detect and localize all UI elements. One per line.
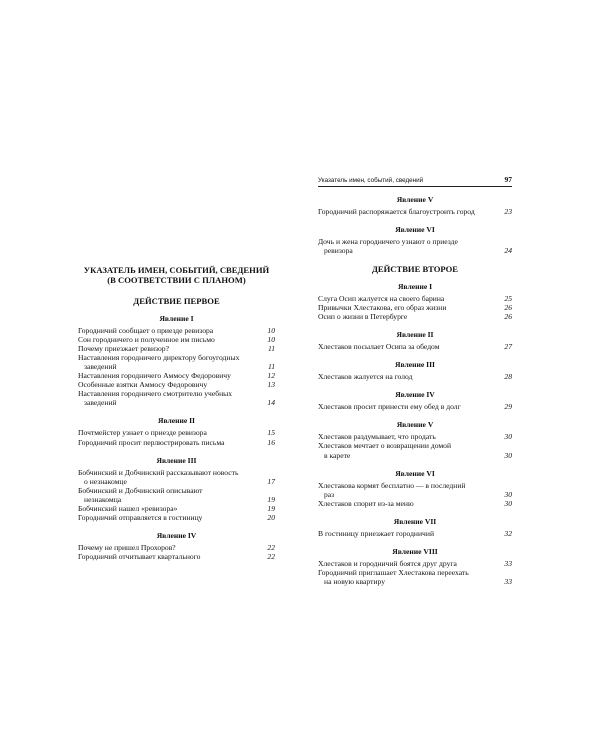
entry-page-number: 22 <box>267 552 275 562</box>
scene-section <box>318 517 512 538</box>
entry-text <box>318 237 498 255</box>
entry-text <box>78 552 261 561</box>
index-entry <box>78 486 275 504</box>
entry-page-number: 17 <box>267 476 275 486</box>
entry-line: Бобчинский и Добчинский описывают <box>78 485 203 495</box>
index-entry <box>318 568 512 586</box>
entry-page-number: 10 <box>267 325 275 335</box>
entry-page-number: 22 <box>267 543 275 553</box>
entry-text <box>318 568 498 586</box>
scene-section <box>318 469 512 508</box>
entry-line: в карете <box>324 450 351 460</box>
entry-page-number: 13 <box>267 380 275 390</box>
scene-section <box>78 456 275 523</box>
scene-section <box>78 416 275 446</box>
entry-text <box>318 303 498 312</box>
entry-page-number: 24 <box>504 245 512 255</box>
entry-text <box>318 441 498 459</box>
index-entry <box>78 326 275 335</box>
entry-page-number: 26 <box>504 302 512 312</box>
entry-text <box>318 499 498 508</box>
entry-line: Хлестаков и городничий боятся друг друга <box>318 559 457 568</box>
index-entry <box>318 303 512 312</box>
entry-line: Городничий распоряжается благоустроить город <box>318 206 475 216</box>
entry-page-number: 23 <box>504 206 512 216</box>
entry-line: заведений <box>84 361 117 371</box>
entry-page-number: 33 <box>504 559 512 568</box>
index-entry <box>78 438 275 447</box>
scene-heading: Явление V <box>396 420 434 430</box>
entry-line: Почему не пришел Прохоров? <box>78 543 176 553</box>
entry-line: Хлестакова кормят бесплатно — в последний <box>318 480 466 490</box>
entry-text <box>78 326 261 335</box>
entry-page-number: 27 <box>504 342 512 352</box>
scene-section <box>318 195 512 216</box>
entry-line: Слуга Осип жалуется на своего барина <box>318 293 445 303</box>
entry-line: ревизора <box>324 245 353 255</box>
entry-line: Городничий сообщает о приезде ревизора <box>78 325 214 335</box>
entry-page-number: 19 <box>267 494 275 504</box>
scene-heading: Явление I <box>159 313 194 323</box>
entry-line: раз <box>324 489 335 499</box>
entry-line: Городничий отправляется в гостиницу <box>78 513 203 523</box>
scene-heading: Явление V <box>396 194 434 204</box>
entry-page-number: 33 <box>504 577 512 587</box>
index-entry <box>78 468 275 486</box>
entry-page-number: 12 <box>267 371 275 381</box>
scene-heading: Явление VI <box>395 224 435 234</box>
scene-heading: Явление IV <box>395 390 435 400</box>
entry-line: Хлестаков раздумывает, что продать <box>318 432 436 442</box>
index-entry <box>78 335 275 344</box>
scene-section <box>318 420 512 459</box>
entry-line: заведений <box>84 398 117 408</box>
entry-page-number: 30 <box>504 432 512 442</box>
index-entry <box>318 529 512 538</box>
right-page <box>318 175 512 595</box>
entry-text <box>78 371 261 380</box>
running-head-title: Указатель имен, событий, сведений <box>318 177 424 184</box>
right-pre-sections <box>318 195 512 255</box>
entry-text <box>78 513 261 522</box>
entry-line: Наставления городничего смотрителю учебных <box>78 389 233 399</box>
index-entry <box>318 559 512 568</box>
scene-section <box>318 330 512 351</box>
entry-line: Наставления городничего директору богоугодных <box>78 352 240 362</box>
act-heading: ДЕЙСТВИЕ ВТОРОЕ <box>371 263 459 274</box>
scene-heading: Явление VI <box>395 468 435 478</box>
index-entry <box>318 342 512 351</box>
left-page <box>78 266 275 570</box>
entry-text <box>78 543 261 552</box>
entry-line: Бобчинский и Добчинский рассказывают новость <box>78 467 239 477</box>
index-entry <box>318 441 512 459</box>
scene-section <box>318 225 512 255</box>
index-entry <box>318 237 512 255</box>
right-sections <box>318 282 512 587</box>
scene-heading: Явление III <box>394 360 435 370</box>
running-head <box>318 175 512 187</box>
entry-text <box>318 402 498 411</box>
entry-text <box>318 559 498 568</box>
entry-line: Бобчинский нашел «ревизора» <box>78 504 178 513</box>
index-entry <box>318 294 512 303</box>
scene-section <box>318 360 512 381</box>
entry-page-number: 29 <box>504 402 512 412</box>
entry-line: незнакомца <box>84 494 122 504</box>
index-entry <box>78 353 275 371</box>
scene-section <box>78 531 275 561</box>
entry-line: Хлестаков мечтает о возвращении домой <box>318 441 452 451</box>
index-entry <box>78 380 275 389</box>
entry-page-number: 10 <box>267 334 275 344</box>
entry-line: Хлестаков просит принести ему обед в долг <box>318 402 461 412</box>
entry-text <box>78 486 261 504</box>
entry-line: Городничий отчитывает квартального <box>78 552 201 562</box>
scene-section <box>318 390 512 411</box>
index-entry <box>318 432 512 441</box>
scene-heading: Явление VII <box>393 516 437 526</box>
index-entry <box>78 344 275 353</box>
index-title <box>78 266 275 286</box>
index-entry <box>78 371 275 380</box>
entry-text <box>78 468 261 486</box>
entry-page-number: 14 <box>267 398 275 408</box>
entry-text <box>318 207 498 216</box>
entry-page-number: 16 <box>267 437 275 447</box>
index-entry <box>78 552 275 561</box>
index-entry <box>318 499 512 508</box>
left-sections <box>78 314 275 562</box>
entry-page-number: 30 <box>504 498 512 508</box>
entry-line: Осип о жизни в Петербурге <box>318 311 408 321</box>
index-title-line: УКАЗАТЕЛЬ ИМЕН, СОБЫТИЙ, СВЕДЕНИЙ <box>83 265 270 275</box>
entry-page-number: 11 <box>267 343 275 353</box>
entry-line: В гостиницу приезжает городничий <box>318 528 435 538</box>
entry-page-number: 30 <box>504 489 512 499</box>
entry-text <box>318 529 498 538</box>
entry-line: Хлестаков посылает Осипа за обедом <box>318 342 440 352</box>
entry-text <box>318 312 498 321</box>
entry-line: на новую квартиру <box>324 577 386 587</box>
entry-text <box>78 353 261 371</box>
entry-page-number: 25 <box>504 293 512 303</box>
entry-text <box>78 438 261 447</box>
entry-page-number: 28 <box>504 372 512 382</box>
page-number: 97 <box>504 175 512 184</box>
index-entry <box>318 207 512 216</box>
scene-heading: Явление VIII <box>392 547 438 556</box>
entry-line: Привычки Хлестакова, его образ жизни <box>318 302 447 312</box>
entry-text <box>318 432 498 441</box>
scene-heading: Явление II <box>157 416 196 426</box>
entry-text <box>318 294 498 303</box>
scene-heading: Явление III <box>156 455 197 465</box>
entry-text <box>78 389 261 407</box>
act-heading: ДЕЙСТВИЕ ПЕРВОЕ <box>133 295 220 306</box>
entry-text <box>318 481 498 499</box>
entry-line: Почтмейстер узнает о приезде ревизора <box>78 428 207 438</box>
entry-line: Наставления городничего Аммосу Федоровичу <box>78 371 231 381</box>
entry-page-number: 26 <box>504 311 512 321</box>
index-entry <box>318 402 512 411</box>
index-entry <box>78 428 275 437</box>
scene-heading: Явление I <box>397 281 433 291</box>
entry-line: Сон городничего и полученное им письмо <box>78 334 215 344</box>
scene-heading: Явление IV <box>156 531 197 541</box>
entry-page-number: 30 <box>504 450 512 460</box>
scene-heading: Явление II <box>396 330 434 340</box>
entry-text <box>78 335 261 344</box>
entry-text <box>318 342 498 351</box>
index-entry <box>78 513 275 522</box>
entry-text <box>318 372 498 381</box>
entry-line: Хлестаков спорит из-за меню <box>318 498 414 508</box>
entry-page-number: 11 <box>267 361 275 371</box>
index-entry <box>78 543 275 552</box>
entry-page-number: 15 <box>267 428 275 438</box>
index-entry <box>318 372 512 381</box>
scene-section <box>78 314 275 408</box>
entry-text <box>78 344 261 353</box>
index-entry <box>318 312 512 321</box>
index-title-line: (В СООТВЕТСТВИИ С ПЛАНОМ) <box>107 274 246 285</box>
entry-line: о незнакомце <box>84 476 127 486</box>
entry-line: Почему приезжает ревизор? <box>78 343 169 353</box>
index-entry <box>78 389 275 407</box>
scene-section <box>318 282 512 321</box>
entry-line: Городничий приглашает Хлестакова переехать <box>318 568 469 578</box>
entry-text <box>78 380 261 389</box>
entry-line: Городничий просит перлюстрировать письма <box>78 437 225 447</box>
entry-line: Хлестаков жалуется на голод <box>318 372 413 382</box>
entry-page-number: 32 <box>504 528 512 538</box>
index-entry <box>78 504 275 513</box>
entry-text <box>78 428 261 437</box>
entry-line: Особенные взятки Аммосу Федоровичу <box>78 380 208 390</box>
entry-page-number: 19 <box>267 504 275 513</box>
index-entry <box>318 481 512 499</box>
entry-line: Дочь и жена городничего узнают о приезде <box>318 236 458 246</box>
entry-page-number: 20 <box>267 513 275 523</box>
scene-section <box>318 547 512 586</box>
entry-text <box>78 504 261 513</box>
